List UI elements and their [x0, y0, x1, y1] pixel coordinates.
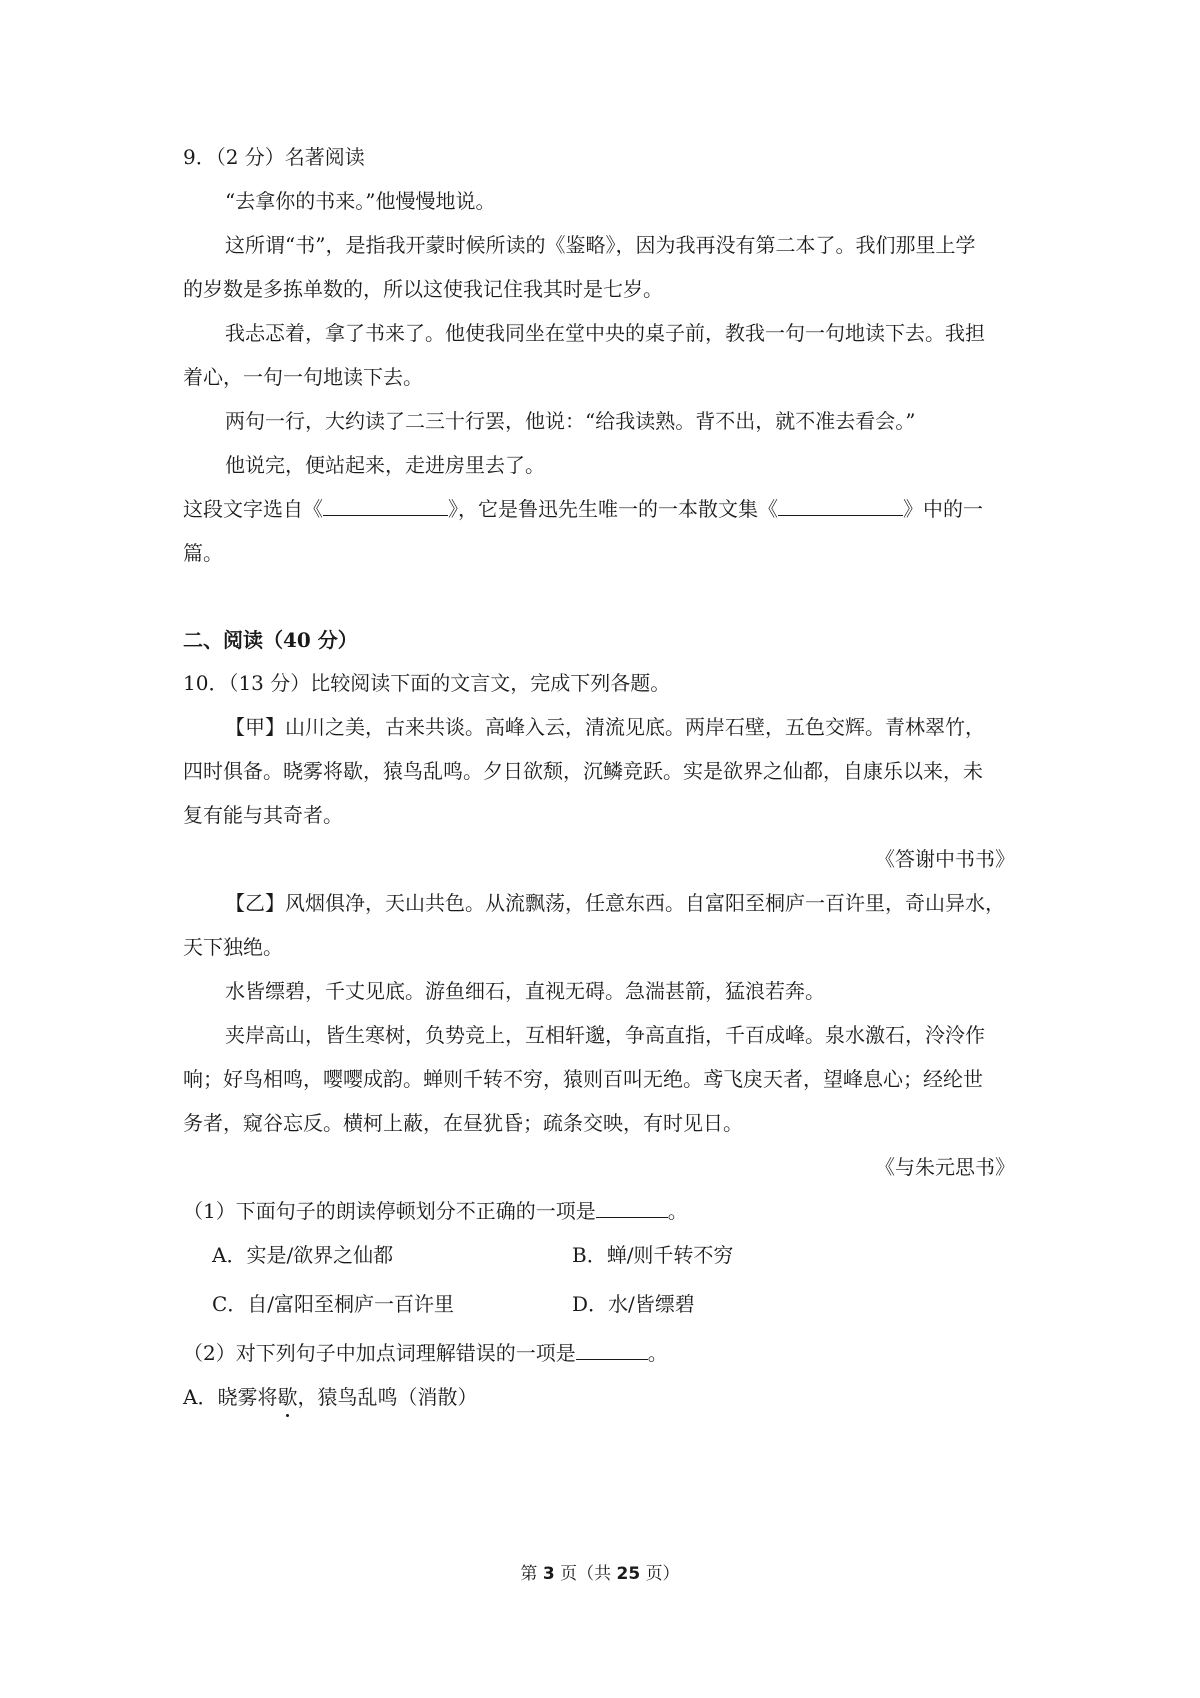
- question-10-title: 10．（13 分）比较阅读下面的文言文，完成下列各题。: [183, 671, 671, 695]
- footer-middle: 页（共: [560, 1564, 612, 1584]
- q9-paragraph-3-line-2: 着心，一句一句地读下去。: [183, 365, 423, 389]
- q9-paragraph-2-line-1: 这所谓“书”，是指我开蒙时候所读的《鉴略》，因为我再没有第二本了。我们那里上学: [225, 233, 976, 257]
- q9-fill-text-d: 篇。: [183, 541, 223, 565]
- q10-sub1-option-b: B．蝉/则千转不穷: [572, 1243, 734, 1267]
- q10-sub1-answer-blank[interactable]: [596, 1197, 668, 1218]
- q10-sub-question-2: [183, 1339, 668, 1367]
- q10-sub2-dotted-word: 歇: [277, 1385, 298, 1409]
- q10-sub2-text: （2）对下列句子中加点词理解错误的一项是: [183, 1341, 576, 1365]
- q10-yi-paragraph-3-line-2: 响；好鸟相鸣，嘤嘤成韵。蝉则千转不穷，猿则百叫无绝。鸢飞戾天者，望峰息心；经纶世: [183, 1067, 983, 1091]
- q9-answer-blank-1[interactable]: [323, 495, 448, 516]
- q10-yi-paragraph-3-line-1: 夹岸高山，皆生寒树，负势竞上，互相轩邈，争高直指，千百成峰。泉水激石，泠泠作: [225, 1023, 985, 1047]
- q10-sub2-option-a: [183, 1383, 477, 1411]
- q9-fill-text-a: 这段文字选自《: [183, 497, 323, 521]
- q10-sub2-answer-blank[interactable]: [576, 1339, 648, 1360]
- q10-yi-paragraph-2: 水皆缥碧，千丈见底。游鱼细石，直视无碍。急湍甚箭，猛浪若奔。: [225, 979, 825, 1003]
- q9-fill-text-b: 》，它是鲁迅先生唯一的一本散文集《: [448, 497, 778, 521]
- footer-total-pages: 25: [616, 1564, 641, 1584]
- q10-jia-line-1: 【甲】山川之美，古来共谈。高峰入云，清流见底。两岸石壁，五色交辉。青林翠竹，: [225, 715, 985, 739]
- q10-jia-line-3: 复有能与其奇者。: [183, 803, 343, 827]
- question-9-title: 9．（2 分）名著阅读: [183, 145, 365, 169]
- q10-jia-source: 《答谢中书书》: [875, 847, 1015, 871]
- q9-paragraph-3-line-1: 我忐忑着，拿了书来了。他使我同坐在堂中央的桌子前，教我一句一句地读下去。我担: [225, 321, 985, 345]
- q10-yi-source: 《与朱元思书》: [875, 1155, 1015, 1179]
- section-2-title: 二、阅读（40 分）: [183, 628, 358, 652]
- q10-sub1-text: （1）下面句子的朗读停顿划分不正确的一项是: [183, 1199, 596, 1223]
- q10-yi-line-1: 【乙】风烟俱净，天山共色。从流飘荡，任意东西。自富阳至桐庐一百许里，奇山异水，: [225, 891, 1005, 915]
- q9-paragraph-5: 他说完，便站起来，走进房里去了。: [225, 453, 545, 477]
- q9-fill-text-c: 》中的一: [903, 497, 983, 521]
- q10-yi-line-2: 天下独绝。: [183, 935, 283, 959]
- page-footer: [0, 1562, 1200, 1586]
- q10-sub2-option-a-pre: A．晓雾将: [183, 1385, 278, 1409]
- q10-sub1-option-d: D．水/皆缥碧: [572, 1292, 695, 1316]
- q10-sub1-option-c: C．自/富阳至桐庐一百许里: [212, 1292, 455, 1316]
- q10-yi-paragraph-3-line-3: 务者，窥谷忘反。横柯上蔽，在昼犹昏；疏条交映，有时见日。: [183, 1111, 743, 1135]
- footer-prefix: 第: [520, 1564, 538, 1584]
- q10-sub1-period: 。: [667, 1199, 688, 1223]
- q10-sub2-option-a-post: ，猿鸟乱鸣（消散）: [297, 1385, 478, 1409]
- footer-page-number: 3: [542, 1564, 555, 1584]
- q9-paragraph-4: 两句一行，大约读了二三十行罢，他说：“给我读熟。背不出，就不准去看会。”: [225, 409, 916, 433]
- q10-jia-line-2: 四时俱备。晓雾将歇，猿鸟乱鸣。夕日欲颓，沉鳞竞跃。实是欲界之仙都，自康乐以来，未: [183, 759, 983, 783]
- footer-suffix: 页）: [645, 1564, 680, 1584]
- q9-answer-blank-2[interactable]: [778, 495, 903, 516]
- q9-paragraph-2-line-2: 的岁数是多拣单数的，所以这使我记住我其时是七岁。: [183, 277, 663, 301]
- q9-fill-in-line: [183, 495, 983, 523]
- q10-sub1-option-a: A．实是/欲界之仙都: [212, 1243, 394, 1267]
- q10-sub2-period: 。: [647, 1341, 668, 1365]
- q10-sub-question-1: [183, 1197, 688, 1225]
- q9-paragraph-1: “去拿你的书来。”他慢慢地说。: [225, 189, 496, 213]
